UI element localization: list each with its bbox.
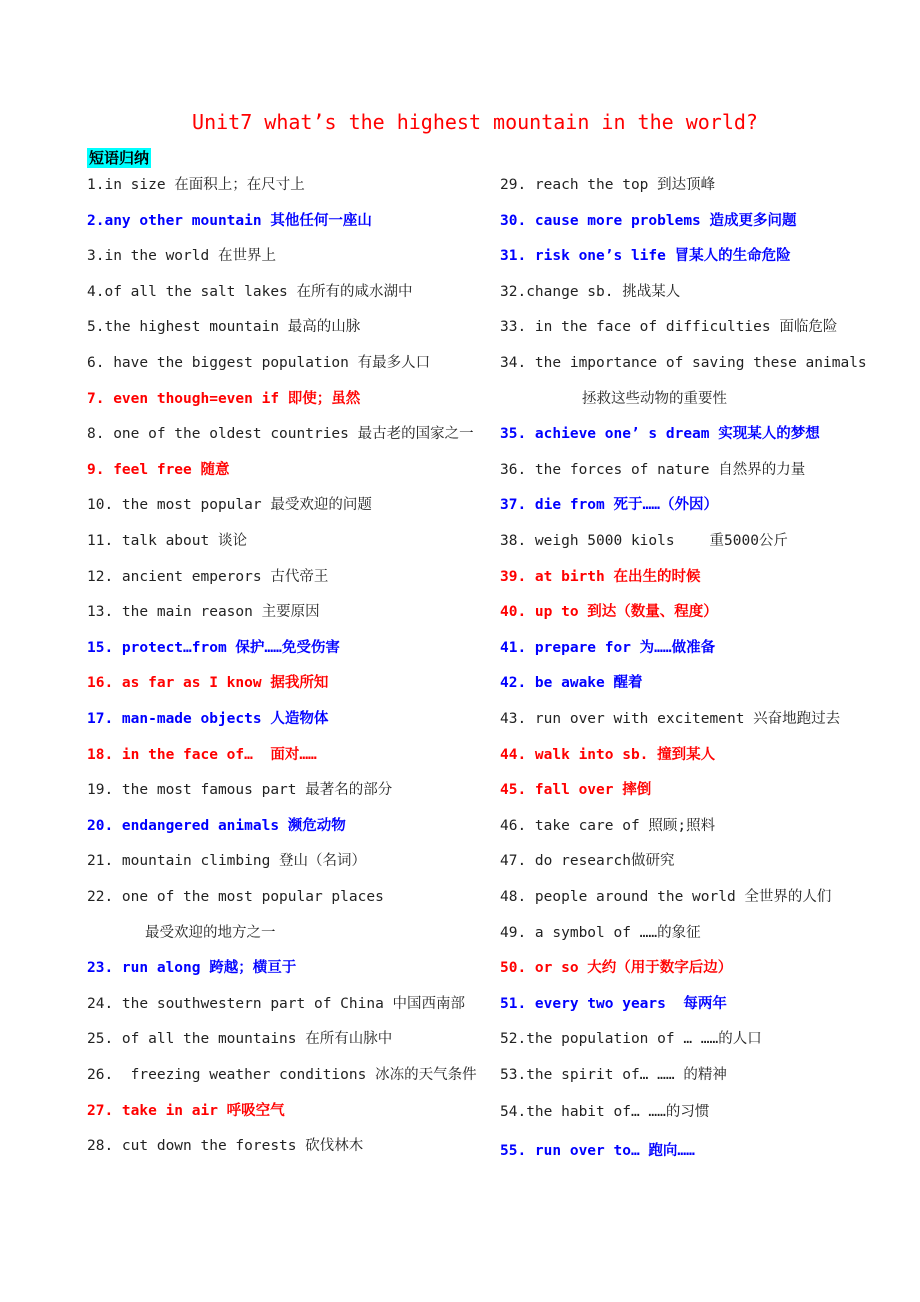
phrase-item: 30. cause more problems 造成更多问题 bbox=[500, 212, 797, 229]
phrase-item: 22. one of the most popular places bbox=[87, 889, 384, 905]
phrase-item: 17. man-made objects 人造物体 bbox=[87, 711, 329, 727]
phrase-item: 49. a symbol of ……的象征 bbox=[500, 924, 701, 941]
phrase-item: 12. ancient emperors 古代帝王 bbox=[87, 568, 329, 585]
phrase-item: 38. weigh 5000 kiols 重5000公斤 bbox=[500, 533, 788, 549]
phrase-item: 33. in the face of difficulties 面临危险 bbox=[500, 319, 838, 336]
phrase-item: 47. do research做研究 bbox=[500, 853, 675, 870]
phrase-item: 6. have the biggest population 有最多人口 bbox=[87, 355, 431, 371]
phrase-item: 20. endangered animals 濒危动物 bbox=[87, 817, 346, 834]
phrase-item: 15. protect…from 保护……免受伤害 bbox=[87, 639, 340, 656]
phrase-item: 16. as far as I know 据我所知 bbox=[87, 675, 329, 692]
phrase-item: 34. the importance of saving these animals bbox=[500, 355, 867, 371]
phrase-item: 27. take in air 呼吸空气 bbox=[87, 1102, 285, 1119]
phrase-item: 1.in size 在面积上；在尺寸上 bbox=[87, 177, 305, 193]
phrase-item: 36. the forces of nature 自然界的力量 bbox=[500, 461, 806, 478]
phrase-item: 25. of all the mountains 在所有山脉中 bbox=[87, 1031, 393, 1048]
phrase-item: 41. prepare for 为……做准备 bbox=[500, 639, 716, 656]
section-heading: 短语归纳 bbox=[89, 149, 150, 167]
phrase-item: 53.the spirit of… …… 的精神 bbox=[500, 1067, 727, 1083]
phrase-item: 35. achieve one’ s dream 实现某人的梦想 bbox=[500, 426, 820, 443]
phrase-item: 31. risk one’s life 冒某人的生命危险 bbox=[500, 248, 791, 265]
phrase-item: 13. the main reason 主要原因 bbox=[87, 604, 320, 621]
phrase-item: 37. die from 死于……（外因） bbox=[500, 497, 718, 514]
phrase-item: 54.the habit of… ……的习惯 bbox=[500, 1103, 710, 1120]
page-title: Unit7 what’s the highest mountain in the world? bbox=[192, 110, 758, 134]
phrase-item: 39. at birth 在出生的时候 bbox=[500, 568, 701, 585]
phrase-item: 10. the most popular 最受欢迎的问题 bbox=[87, 497, 372, 514]
phrase-item: 拯救这些动物的重要性 bbox=[582, 390, 727, 407]
phrase-item: 5.the highest mountain 最高的山脉 bbox=[87, 319, 361, 336]
phrase-item: 11. talk about 谈论 bbox=[87, 533, 247, 549]
phrase-item: 45. fall over 摔倒 bbox=[500, 782, 652, 799]
phrase-item: 4.of all the salt lakes 在所有的咸水湖中 bbox=[87, 283, 413, 300]
phrase-item: 最受欢迎的地方之一 bbox=[145, 924, 276, 941]
phrase-item: 3.in the world 在世界上 bbox=[87, 248, 276, 265]
phrase-item: 44. walk into sb. 撞到某人 bbox=[500, 746, 716, 763]
phrase-item: 23. run along 跨越；横亘于 bbox=[87, 960, 297, 977]
phrase-item: 21. mountain climbing 登山（名词） bbox=[87, 853, 367, 870]
phrase-item: 52.the population of … ……的人口 bbox=[500, 1031, 762, 1048]
phrase-item: 51. every two years 每两年 bbox=[500, 995, 727, 1012]
phrase-item: 18. in the face of… 面对…… bbox=[87, 746, 317, 763]
phrase-item: 2.any other mountain 其他任何一座山 bbox=[87, 212, 372, 229]
phrase-item: 24. the southwestern part of China 中国西南部 bbox=[87, 995, 466, 1012]
phrase-item: 8. one of the oldest countries 最古老的国家之一 bbox=[87, 426, 474, 443]
phrase-item: 43. run over with excitement 兴奋地跑过去 bbox=[500, 711, 841, 727]
phrase-item: 26. freezing weather conditions 冰冻的天气条件 bbox=[87, 1067, 477, 1083]
phrase-item: 28. cut down the forests 砍伐林木 bbox=[87, 1138, 364, 1155]
phrase-item: 48. people around the world 全世界的人们 bbox=[500, 889, 832, 905]
phrase-item: 29. reach the top 到达顶峰 bbox=[500, 177, 716, 193]
phrase-item: 50. or so 大约（用于数字后边） bbox=[500, 960, 733, 977]
phrase-item: 55. run over to… 跑向…… bbox=[500, 1142, 695, 1159]
phrase-item: 7. even though=even if 即使；虽然 bbox=[87, 390, 361, 407]
phrase-item: 40. up to 到达（数量、程度） bbox=[500, 604, 718, 621]
phrase-item: 9. feel free 随意 bbox=[87, 461, 230, 478]
phrase-item: 32.change sb. 挑战某人 bbox=[500, 283, 681, 300]
phrase-item: 46. take care of 照顾;照料 bbox=[500, 817, 716, 834]
phrase-item: 19. the most famous part 最著名的部分 bbox=[87, 782, 393, 799]
phrase-item: 42. be awake 醒着 bbox=[500, 675, 643, 692]
